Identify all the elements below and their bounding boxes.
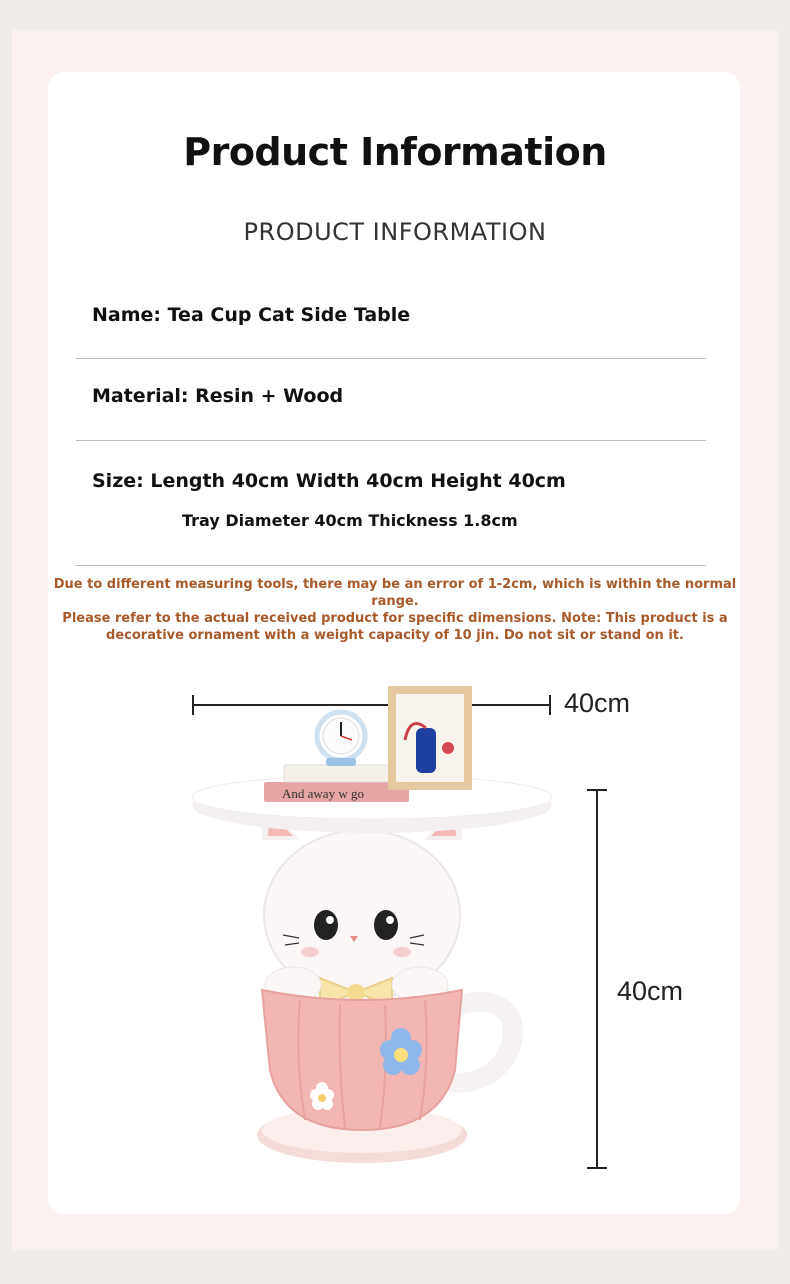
spec-tray: Tray Diameter 40cm Thickness 1.8cm [182, 511, 518, 530]
spec-material: Material: Resin + Wood [92, 385, 344, 407]
spec-size: Size: Length 40cm Width 40cm Height 40cm [92, 470, 566, 492]
note-line: Please refer to the actual received product for specific dimensions. Note: This product is a [62, 611, 728, 626]
width-dimension-line [193, 695, 550, 715]
width-label: 40cm [564, 688, 631, 718]
height-label: 40cm [617, 976, 684, 1006]
note-line: Due to different measuring tools, there may be an error of 1-2cm, which is within the normal range. [53, 577, 737, 609]
book-spine-text: And away w go [282, 786, 364, 801]
tea-cup [262, 990, 462, 1130]
book-white [284, 765, 399, 782]
spec-name: Name: Tea Cup Cat Side Table [92, 304, 411, 326]
picture-frame [388, 686, 472, 790]
page-subtitle: PRODUCT INFORMATION [243, 218, 547, 246]
page-title: Product Information [183, 130, 607, 174]
clock-decoration [317, 712, 365, 766]
height-dimension-line [587, 790, 607, 1168]
note-line: decorative ornament with a weight capacity of 10 jin. Do not sit or stand on it. [106, 628, 684, 643]
